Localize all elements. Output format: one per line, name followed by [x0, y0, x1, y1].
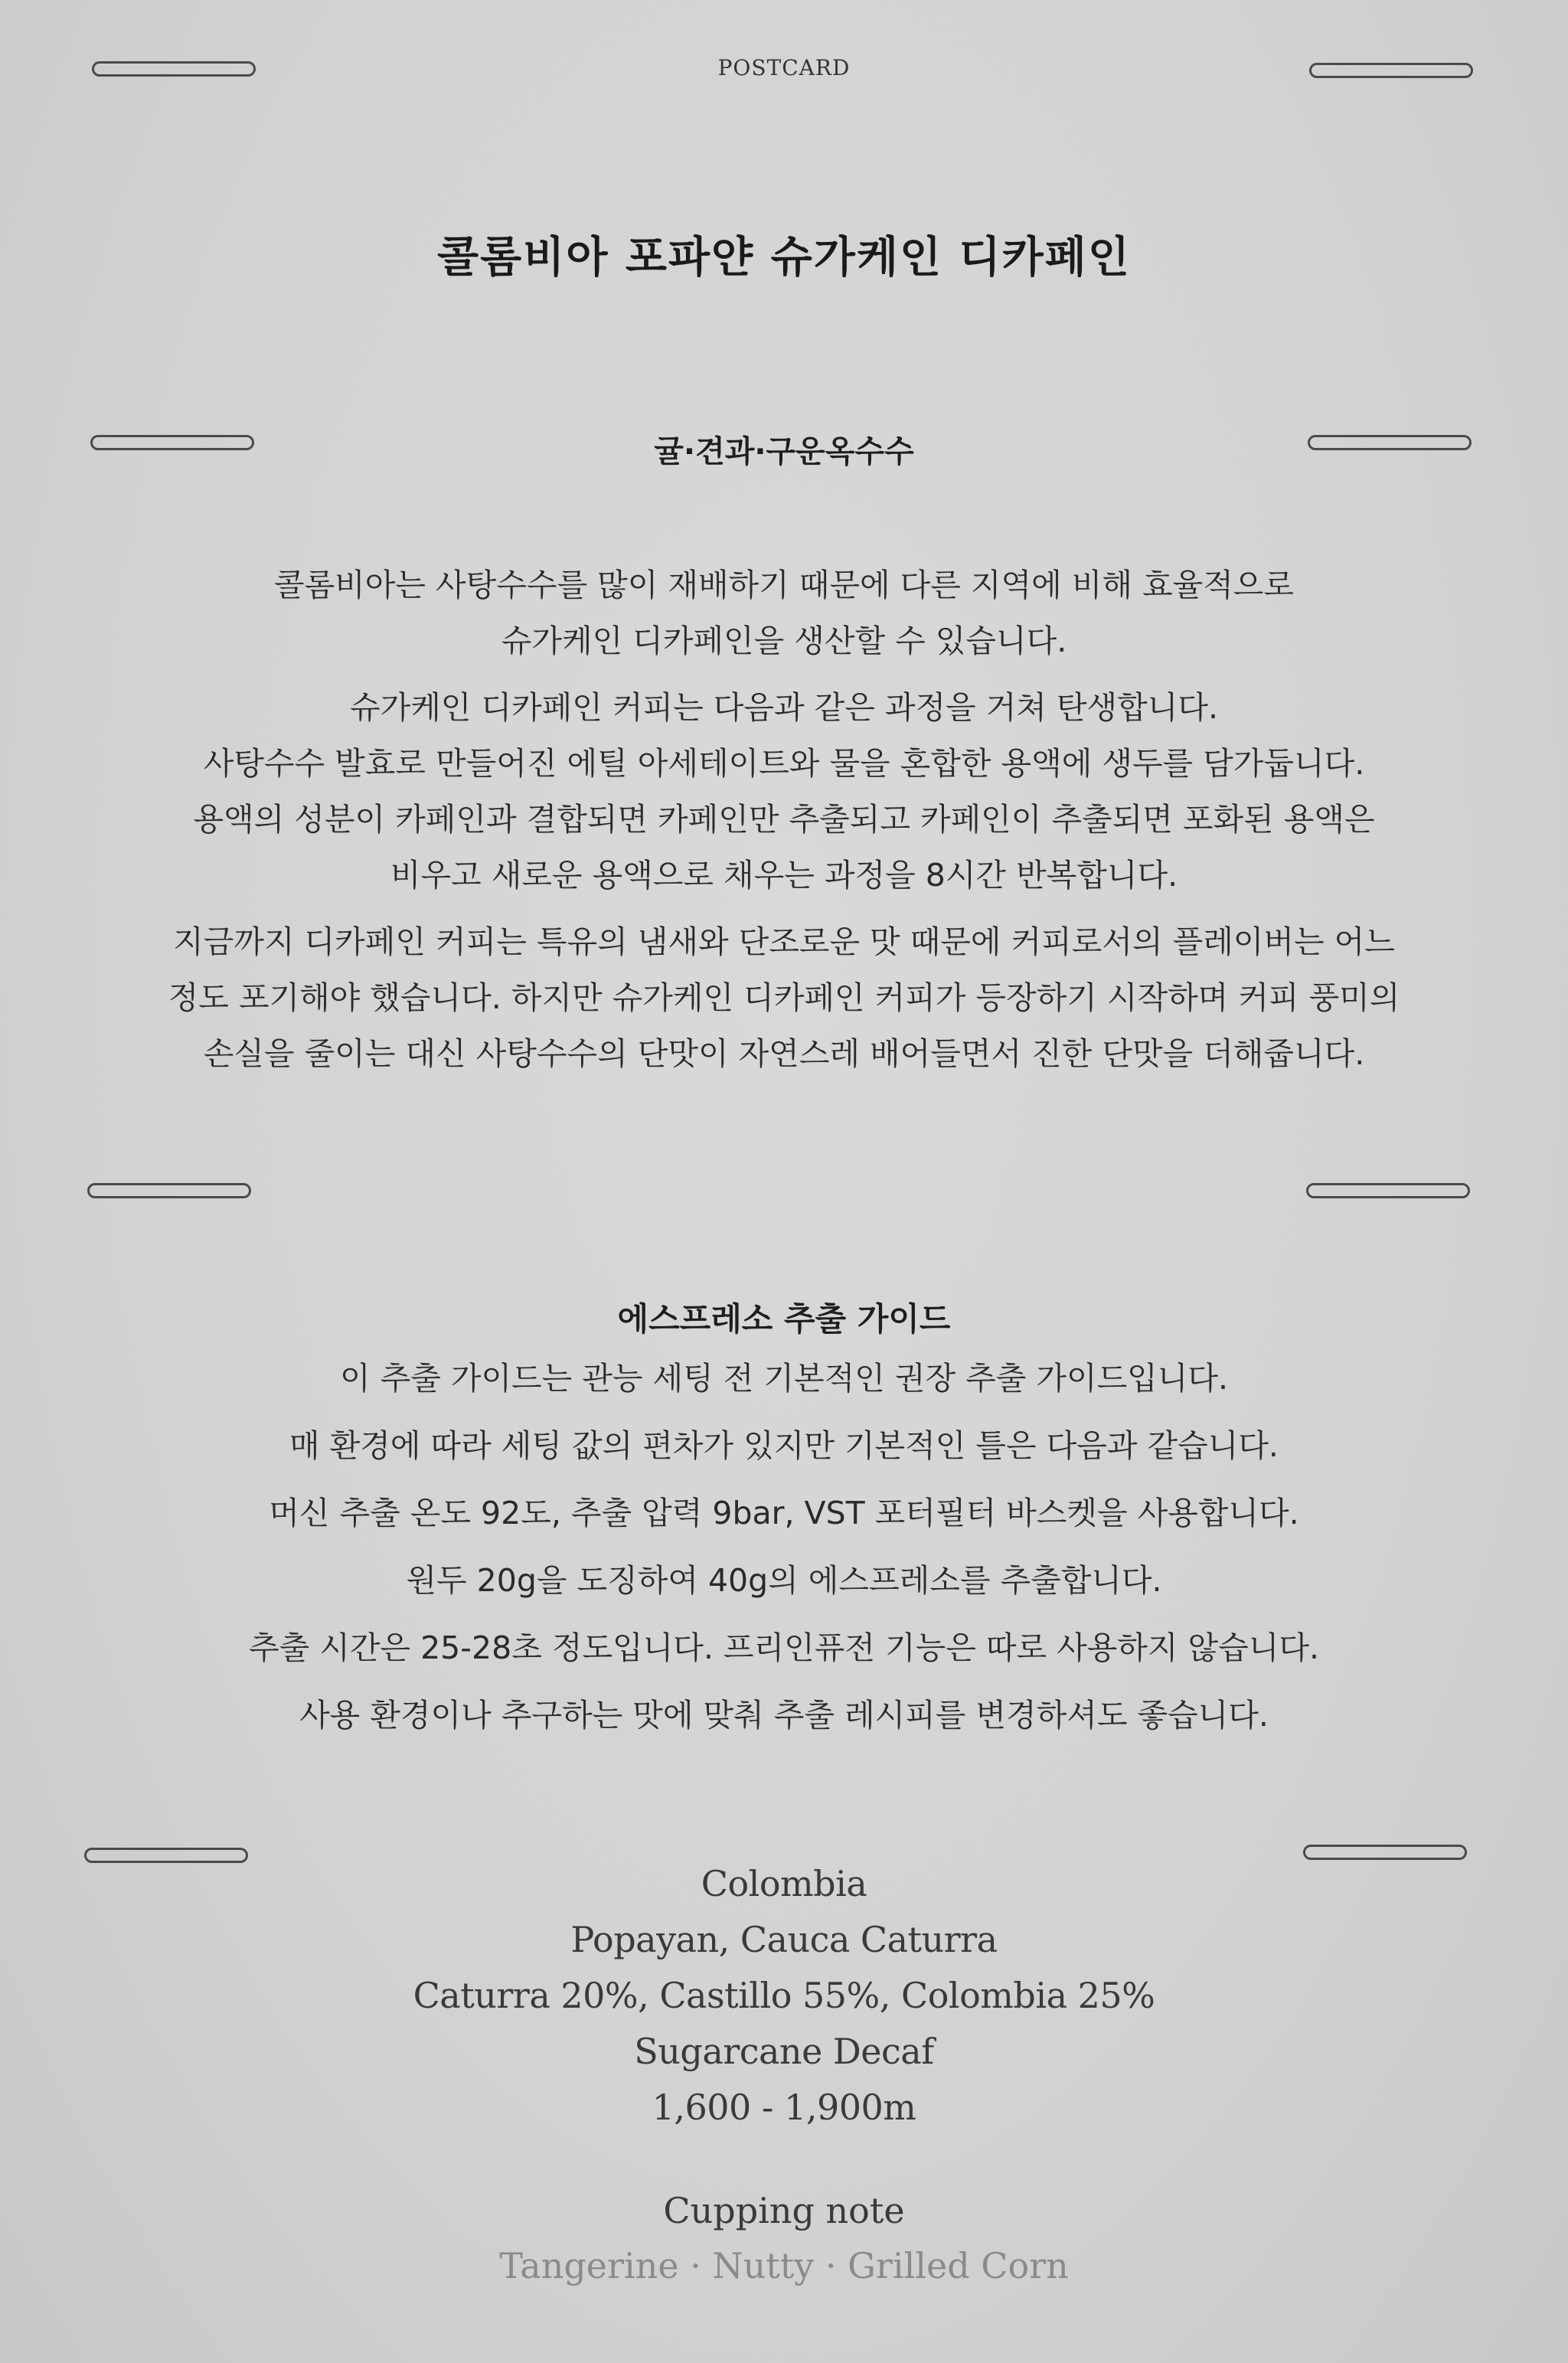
text-line: 정도 포기해야 했습니다. 하지만 슈가케인 디카페인 커피가 등장하기 시작하며 커피 풍미의: [168, 979, 1400, 1016]
cupping-title: Cupping note: [663, 2190, 905, 2231]
text-line: 손실을 줄이는 대신 사탕수수의 단맛이 자연스레 배어들면서 진한 단맛을 더해줍니다.: [203, 1035, 1365, 1072]
origin-altitude: 1,600 - 1,900m: [652, 2087, 916, 2128]
text-line: 용액의 성분이 카페인과 결합되면 카페인만 추출되고 카페인이 추출되면 포화된 용액은: [193, 801, 1375, 838]
origin-region: Popayan, Cauca Caturra: [570, 1919, 998, 1960]
origin-info: [0, 1857, 1568, 2136]
guide-line: 사용 환경이나 추구하는 맛에 맞춰 추출 레시피를 변경하셔도 좋습니다.: [299, 1697, 1269, 1734]
postcard-label: POSTCARD: [717, 55, 851, 80]
guide-line: 추출 시간은 25-28초 정도입니다. 프리인퓨전 기능은 따로 사용하지 않습니다.: [248, 1629, 1320, 1666]
divider-pill: [87, 1183, 251, 1198]
text-line: 사탕수수 발효로 만들어진 에틸 아세테이트와 물을 혼합한 용액에 생두를 담가둡니다.: [203, 745, 1365, 782]
origin-varietal: Caturra 20%, Castillo 55%, Colombia 25%: [413, 1975, 1155, 2016]
guide-line: 매 환경에 따라 세팅 값의 편차가 있지만 기본적인 틀은 다음과 같습니다.: [289, 1427, 1279, 1464]
origin-country: Colombia: [701, 1863, 867, 1904]
cupping-notes: Tangerine · Nutty · Grilled Corn: [499, 2245, 1069, 2286]
text-line: 지금까지 디카페인 커피는 특유의 냄새와 단조로운 맛 때문에 커피로서의 플레이버는 어느: [173, 923, 1395, 960]
intro-paragraph: [77, 557, 1491, 669]
guide-title: 에스프레소 추출 가이드: [617, 1300, 951, 1338]
origin-process: Sugarcane Decaf: [634, 2031, 934, 2072]
guide-line: 원두 20g을 도징하여 40g의 에스프레소를 추출합니다.: [406, 1562, 1162, 1599]
process-paragraph: [77, 680, 1491, 904]
text-line: 슈가케인 디카페인을 생산할 수 있습니다.: [501, 623, 1067, 659]
divider-pill: [1306, 1183, 1470, 1198]
guide-block: [0, 1354, 1568, 1758]
description-block: [77, 557, 1491, 1093]
text-line: 슈가케인 디카페인 커피는 다음과 같은 과정을 거쳐 탄생합니다.: [349, 689, 1218, 726]
text-line: 비우고 새로운 용액으로 채우는 과정을 8시간 반복합니다.: [390, 857, 1178, 894]
page-title: 콜롬비아 포파얀 슈가케인 디카페인: [437, 233, 1131, 283]
guide-line: 머신 추출 온도 92도, 추출 압력 9bar, VST 포터필터 바스켓을 사용합니다.: [269, 1495, 1299, 1531]
flavor-paragraph: [77, 914, 1491, 1082]
flavor-subtitle: 귤·견과·구운옥수수: [654, 434, 914, 469]
text-line: 콜롬비아는 사탕수수를 많이 재배하기 때문에 다른 지역에 비해 효율적으로: [273, 567, 1295, 603]
guide-line: 이 추출 가이드는 관능 세팅 전 기본적인 권장 추출 가이드입니다.: [339, 1360, 1229, 1397]
